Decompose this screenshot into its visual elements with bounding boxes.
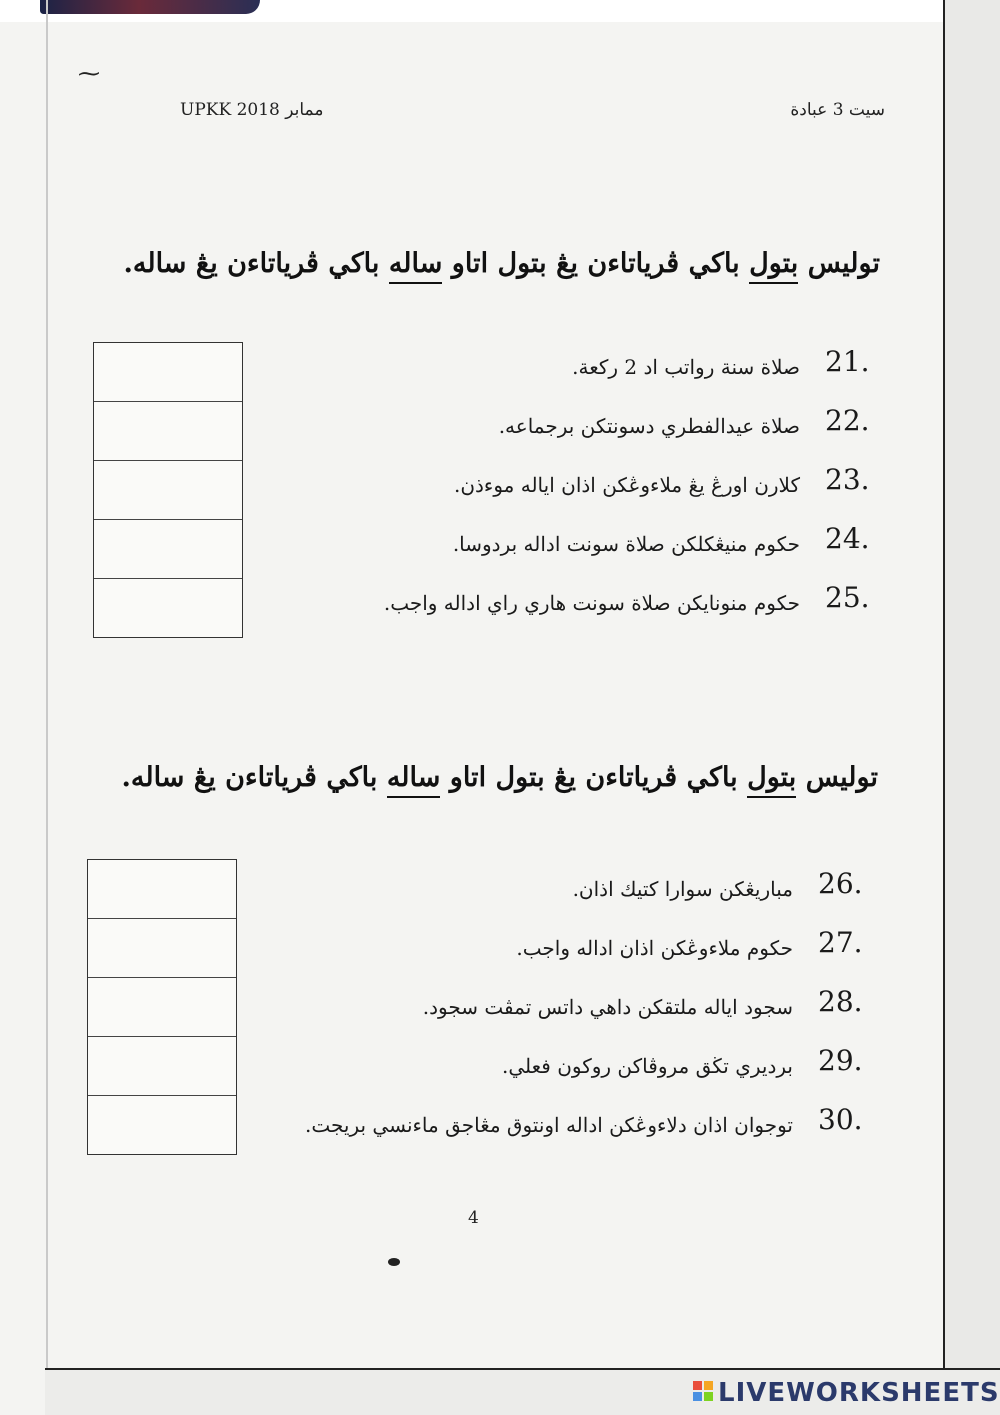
answer-cell-21[interactable] — [94, 343, 242, 402]
question-text: سجود اياله ملتقكن داهي داتس تمڤت سجود. — [422, 995, 793, 1019]
answer-cell-27[interactable] — [88, 919, 236, 978]
question-text: حكوم منونايكن صلاة سونت هاري راي اداله واجب. — [383, 591, 800, 615]
answer-cell-22[interactable] — [94, 402, 242, 461]
underlined-word-false: ساله — [389, 248, 443, 284]
question-number: 25. — [825, 581, 870, 614]
question-text: برديري تڬق مروڤاكن روكون فعلي. — [501, 1054, 793, 1078]
answer-cell-25[interactable] — [94, 579, 242, 637]
question-number: 21. — [825, 345, 870, 378]
question-number: 28. — [818, 985, 863, 1018]
question-text: صلاة عيدالفطري دسونتكن برجماعه. — [498, 414, 800, 438]
answer-cell-23[interactable] — [94, 461, 242, 520]
answer-box-2 — [87, 859, 237, 1155]
section-2-instruction: توليس بتول باكي ڤرياتاءن يڠ بتول اتاو ساله باكي ڤرياتاءن يڠ ساله. — [121, 762, 878, 793]
question-text: كلارن اورڠ يڠ ملاءوڠكن اذان اياله موءذن. — [453, 473, 800, 497]
underlined-word-true: بتول — [749, 248, 798, 284]
section-1-instruction: توليس بتول باكي ڤرياتاءن يڠ بتول اتاو ساله باكي ڤرياتاءن يڠ ساله. — [123, 248, 880, 279]
page-number: 4 — [468, 1208, 479, 1228]
answer-cell-28[interactable] — [88, 978, 236, 1037]
answer-cell-26[interactable] — [88, 860, 236, 919]
question-number: 22. — [825, 404, 870, 437]
paper-edge-left — [46, 0, 48, 1370]
question-text: مباريڠكن سوارا كتيك اذان. — [572, 877, 793, 901]
question-number: 30. — [818, 1103, 863, 1136]
underlined-word-false: ساله — [387, 762, 441, 798]
question-text: حكوم منيڠكلكن صلاة سونت اداله بردوسا. — [452, 532, 800, 556]
paper-edge-right — [943, 0, 1000, 1413]
answer-cell-29[interactable] — [88, 1037, 236, 1096]
question-number: 23. — [825, 463, 870, 496]
liveworksheets-logo-icon — [692, 1380, 714, 1402]
header-left: UPKK 2018 ممابر — [180, 100, 324, 120]
question-number: 27. — [818, 926, 863, 959]
scan-top-strip — [0, 0, 1000, 22]
question-text: توجوان اذان دلاءوڠكن اداله اونتوق مڠاجق ماءنسي بريجت. — [305, 1113, 793, 1137]
answer-box-1 — [93, 342, 243, 638]
question-number: 29. — [818, 1044, 863, 1077]
question-number: 26. — [818, 867, 863, 900]
answer-cell-30[interactable] — [88, 1096, 236, 1154]
pen-mark: ⁓ — [78, 62, 100, 87]
ink-spot — [388, 1258, 400, 1266]
question-text: صلاة سنة رواتب اد 2 ركعة. — [572, 355, 800, 379]
question-number: 24. — [825, 522, 870, 555]
answer-cell-24[interactable] — [94, 520, 242, 579]
scan-artifact — [40, 0, 260, 14]
header-right: سيت 3 عبادة — [790, 100, 885, 120]
liveworksheets-watermark: LIVEWORKSHEETS — [718, 1378, 1000, 1408]
underlined-word-true: بتول — [747, 762, 796, 798]
question-text: حكوم ملاءوڠكن اذان اداله واجب. — [516, 936, 793, 960]
